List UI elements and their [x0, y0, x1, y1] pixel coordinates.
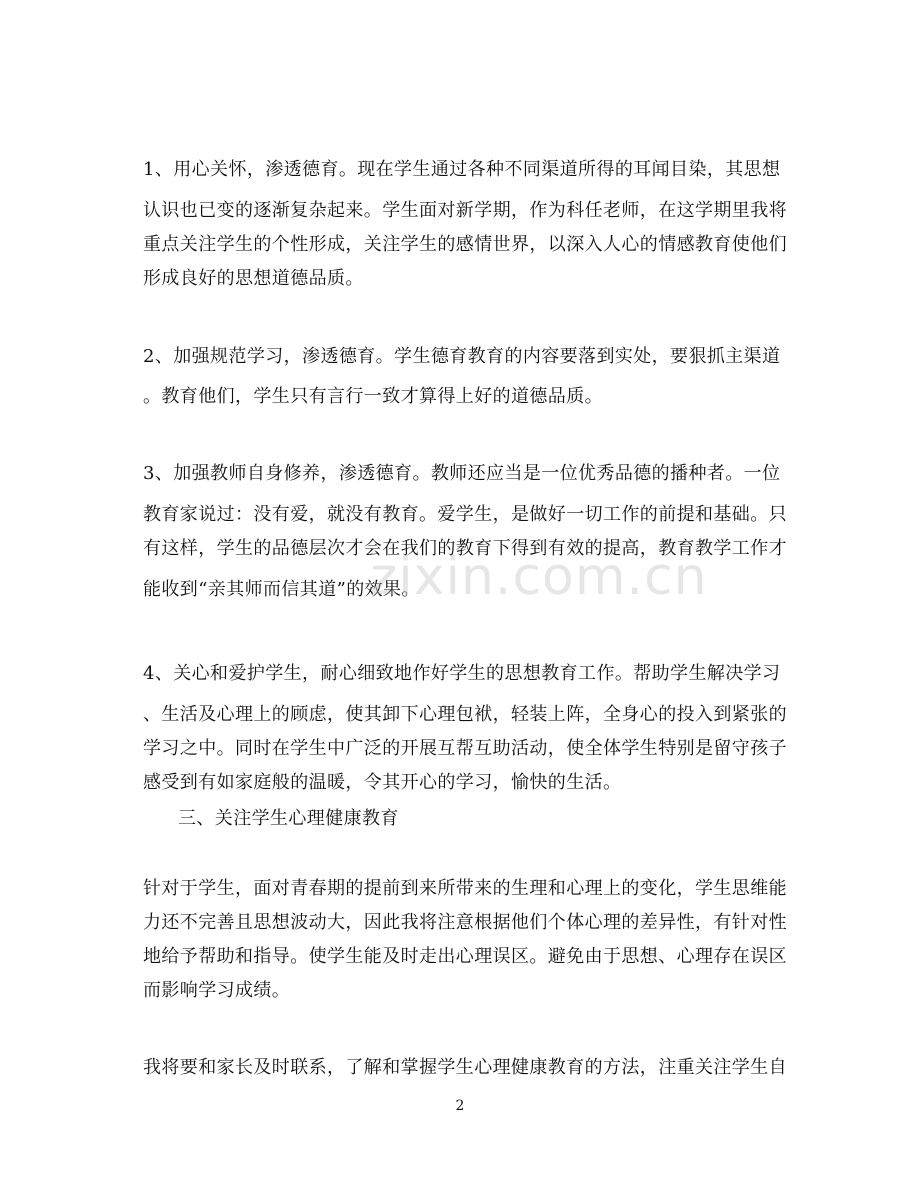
paragraph-1-line-2: 认识也已变的逐渐复杂起来。学生面对新学期，作为科任老师，在这学期里我将	[143, 200, 787, 221]
paragraph-3-line-4: 能收到“亲其师而信其道”的效果。	[143, 579, 420, 600]
paragraph-5-line-3: 地给予帮助和指导。使学生能及时走出心理误区。避免由于思想、心理存在误区	[143, 946, 787, 967]
paragraph-4-line-3: 学习之中。同时在学生中广泛的开展互帮互助活动，使全体学生特别是留守孩子	[143, 738, 787, 759]
paragraph-1-line-4: 形成良好的思想道德品质。	[143, 268, 364, 289]
paragraph-3-line-1: 3、加强教师自身修养，渗透德育。教师还应当是一位优秀品德的播种者。一位	[143, 463, 781, 484]
paragraph-4-line-1: 4、关心和爱护学生，耐心细致地作好学生的思想教育工作。帮助学生解决学习	[143, 663, 781, 684]
paragraph-2-line-1: 2、加强规范学习，渗透德育。学生德育教育的内容要落到实处，要狠抓主渠道	[143, 346, 781, 367]
watermark: zixin.com.cn	[370, 547, 708, 607]
paragraph-3-line-3: 有这样，学生的品德层次才会在我们的教育下得到有效的提高，教育教学工作才	[143, 538, 787, 559]
paragraph-1-line-1: 1、用心关怀，渗透德育。现在学生通过各种不同渠道所得的耳闻目染，其思想	[143, 159, 781, 180]
page-number: 2	[455, 1098, 465, 1114]
section-heading: 三、关注学生心理健康教育	[178, 808, 399, 829]
paragraph-5-line-2: 力还不完善且思想波动大，因此我将注意根据他们个体心理的差异性，有针对性	[143, 912, 787, 933]
paragraph-1-line-3: 重点关注学生的个性形成，关注学生的感情世界，以深入人心的情感教育使他们	[143, 234, 787, 255]
paragraph-6-line-1: 我将要和家长及时联系，了解和掌握学生心理健康教育的方法，注重关注学生自	[143, 1057, 787, 1078]
paragraph-3-line-2: 教育家说过：没有爱，就没有教育。爱学生，是做好一切工作的前提和基础。只	[143, 504, 787, 525]
paragraph-4-line-2: 、生活及心理上的顾虑，使其卸下心理包袱，轻装上阵，全身心的投入到紧张的	[143, 704, 787, 725]
paragraph-5-line-4: 而影响学习成绩。	[143, 980, 291, 1001]
paragraph-5-line-1: 针对于学生，面对青春期的提前到来所带来的生理和心理上的变化，学生思维能	[143, 878, 787, 899]
paragraph-4-line-4: 感受到有如家庭般的温暖，令其开心的学习，愉快的生活。	[143, 772, 622, 793]
paragraph-2-line-2: 。教育他们，学生只有言行一致才算得上好的道德品质。	[143, 386, 603, 407]
